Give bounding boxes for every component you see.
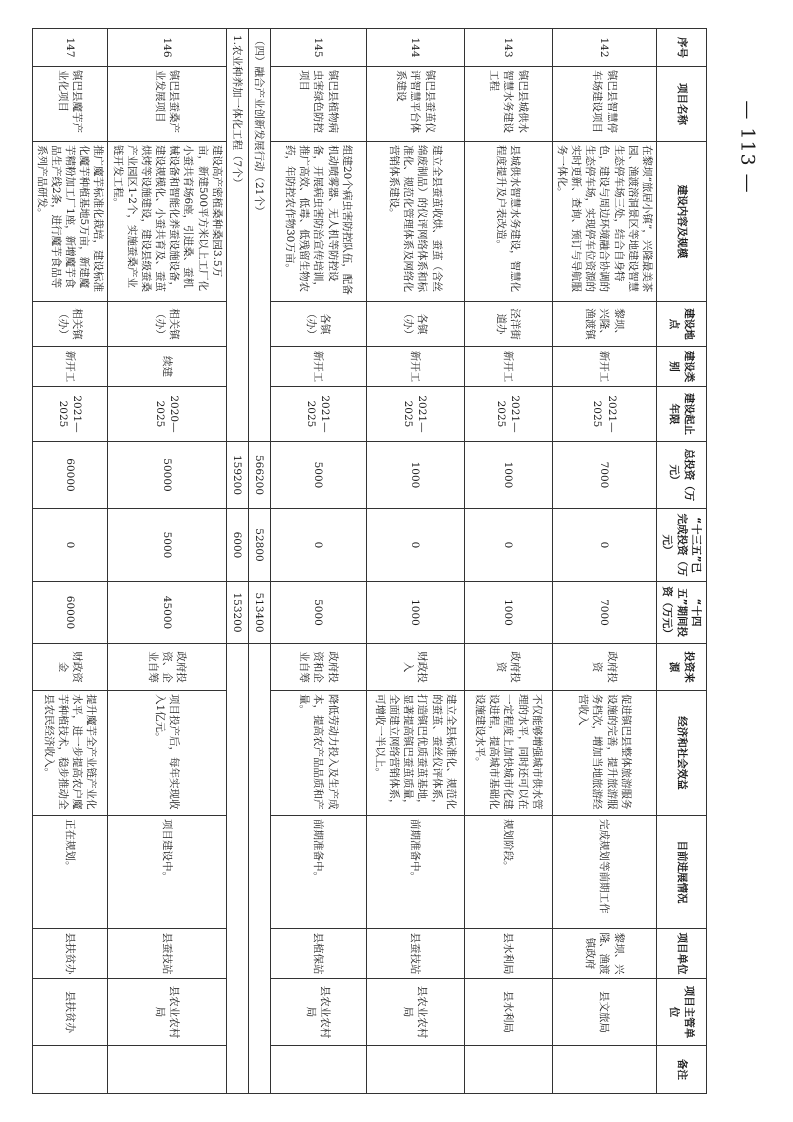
header-benefit: 经济和社会效益 [657,691,707,816]
cell-dept: 县农业农村局 [366,979,464,1046]
section-1-label: 1.农业种养加一体化工程（7个） [226,29,248,442]
cell-location: 相关镇（办） [32,302,108,347]
cell-dept: 县扶贫办 [32,979,108,1046]
section-4-total: 566200 [248,442,270,509]
table-row [270,29,366,1094]
cell-progress: 前期准备中。 [270,816,366,929]
header-done13: “十三五”已完成投资（万元） [657,509,707,582]
cell-plan14: 5000 [270,582,366,644]
project-table [32,28,707,1094]
cell-total: 1000 [464,442,552,509]
cell-remark [270,1046,366,1094]
header-dept: 项目主管单位 [657,979,707,1046]
header-location: 建设地点 [657,302,707,347]
table-row [108,29,226,1094]
section-4-row [248,29,270,1094]
cell-progress: 规划阶段。 [464,816,552,929]
cell-source: 政府投资、企业自筹 [108,644,226,691]
cell-unit: 县水利局 [464,929,552,979]
table-header-row [657,29,707,1094]
table-row [552,29,656,1094]
cell-benefit: 降低劳动力投入及生产成本，提高农产品品质和产量。 [270,691,366,816]
header-source: 投资来源 [657,644,707,691]
cell-benefit: 提升魔芋全产业链产业化水平，进一步提高农户魔芋种植技术，稳步推动全县农民经济收入。 [32,691,108,816]
table-body-a [270,29,656,1094]
cell-plan14: 7000 [552,582,656,644]
cell-dept: 县农业农村局 [108,979,226,1046]
header-unit: 项目单位 [657,929,707,979]
table-row [366,29,464,1094]
header-total: 总投资（万元） [657,442,707,509]
section-1-done13: 6000 [226,509,248,582]
cell-done13: 0 [552,509,656,582]
section-1-total: 159200 [226,442,248,509]
page-number [728,92,768,202]
section-4-done13: 52800 [248,509,270,582]
cell-content: 县城供水智慧水务建设，智慧化程度提升及户表改造。 [464,142,552,302]
cell-type: 新开工 [270,347,366,387]
header-remark: 备注 [657,1046,707,1094]
cell-source: 政府投资 [552,644,656,691]
cell-name: 镇巴县蚕桑产业发展项目 [108,67,226,142]
cell-benefit: 不仅能够增强城市供水管理的水平，同时还可以在一定程度上加快城市化建设进程，提高城市基础化设施建设水平。 [464,691,552,816]
cell-content: 推广魔芋标准化栽培，建设标准化魔芋种植基地5万亩，新建魔芋精粉加工厂1座，新增魔芋食品生产线2条，进行魔芋食品等系列产品研发。 [32,142,108,302]
cell-dept: 县农业农村局 [270,979,366,1046]
cell-dept: 县文旅局 [552,979,656,1046]
cell-source: 政府投资 [464,644,552,691]
cell-progress: 完成规划等前期工作 [552,816,656,929]
section-1-row [226,29,248,1094]
section-4-empty [248,644,270,1094]
cell-period: 2021—2025 [366,387,464,442]
cell-content: 建设高产密植桑种桑园3.5万亩，新建500平方米以上工厂化小蚕共育场6座，引进桑、蚕机械设备和智能化养蚕设施设备，建设规模化、小蚕共育及、蚕茧烘烤等设施建设，建设县级蚕桑产业园区1-2个，实施蚕桑产业链开发工程。 [108,142,226,302]
cell-period: 2021—2025 [552,387,656,442]
table-row [32,29,108,1094]
section-1-plan14: 153200 [226,582,248,644]
cell-remark [32,1046,108,1094]
cell-period: 2021—2025 [464,387,552,442]
cell-source: 政府投资和企业自筹 [270,644,366,691]
cell-source: 财政资金 [32,644,108,691]
cell-source: 财政投入 [366,644,464,691]
cell-location: 黎坝、兴隆、渔渡镇 [552,302,656,347]
cell-name: 镇巴县蚕茧仪评智慧平台体系建设 [366,67,464,142]
header-period: 建设起止年限 [657,387,707,442]
cell-progress: 正在规划。 [32,816,108,929]
page-number-text: — 113 — [737,100,760,194]
cell-location: 各镇（办） [270,302,366,347]
cell-period: 2021—2025 [270,387,366,442]
cell-location: 相关镇（办） [108,302,226,347]
header-content: 建设内容及规模 [657,142,707,302]
cell-plan14: 60000 [32,582,108,644]
cell-name: 镇巴县城供水智慧水务建设工程 [464,67,552,142]
cell-plan14: 1000 [464,582,552,644]
table-row [464,29,552,1094]
cell-remark [108,1046,226,1094]
cell-type: 新开工 [366,347,464,387]
cell-unit: 县植保站 [270,929,366,979]
cell-done13: 0 [32,509,108,582]
cell-done13: 0 [464,509,552,582]
cell-remark [552,1046,656,1094]
cell-done13: 5000 [108,509,226,582]
cell-done13: 0 [270,509,366,582]
cell-unit: 县蚕技站 [108,929,226,979]
cell-type: 新开工 [32,347,108,387]
table-body-b [32,29,226,1094]
cell-type: 新开工 [464,347,552,387]
section-rows [226,29,270,1094]
cell-content: 建立全县蚕茧收烘、蚕茧（含丝绵废制品）的仪评网络体系和标准化、规范化管理体系及网络化营销体系建设。 [366,142,464,302]
section-4-label: （四）融合产业创新发展行动（21个） [248,29,270,442]
cell-seq: 143 [464,29,552,67]
cell-seq: 145 [270,29,366,67]
cell-name: 镇巴县魔芋产业化项目 [32,67,108,142]
cell-name: 镇巴县植物病虫害绿色防控项目 [270,67,366,142]
cell-seq: 144 [366,29,464,67]
cell-name: 镇巴县智慧停车场建设项目 [552,67,656,142]
cell-done13: 0 [366,509,464,582]
cell-progress: 项目建设中。 [108,816,226,929]
cell-remark [464,1046,552,1094]
cell-benefit: 建立全县标准化、规范化的蚕茧、蚕丝仪评体系，打造镇巴优质蚕茧基地，显著提高镇巴蚕茧质量，全面建立网络营销体系，可增收一半以上。 [366,691,464,816]
cell-benefit: 促进镇巴县整体旅游服务设施的完善，提升旅游服务档次，增加当地旅游经营收入 [552,691,656,816]
project-table-wrapper [35,28,707,1093]
header-progress: 目前进展情况 [657,816,707,929]
cell-period: 2020—2025 [108,387,226,442]
cell-plan14: 45000 [108,582,226,644]
cell-dept: 县水利局 [464,979,552,1046]
cell-seq: 147 [32,29,108,67]
header-plan14: “十四五”期间投资（万元） [657,582,707,644]
cell-type: 新开工 [552,347,656,387]
header-type: 建设类别 [657,347,707,387]
cell-plan14: 1000 [366,582,464,644]
cell-unit: 县蚕技站 [366,929,464,979]
cell-seq: 146 [108,29,226,67]
cell-total: 60000 [32,442,108,509]
cell-location: 泾洋街道办 [464,302,552,347]
section-4-plan14: 513400 [248,582,270,644]
cell-content: 组建20个病虫害防控队伍，配备机动喷雾器、无人机等防控设备，开展病虫害防治宣传培训，推广高效、低毒、低残留生物农药，年防控农作物30万亩。 [270,142,366,302]
section-1-empty [226,644,248,1094]
rotated-table-container [35,28,707,1093]
cell-progress: 前期准备中。 [366,816,464,929]
header-name: 项目名称 [657,67,707,142]
cell-type: 续建 [108,347,226,387]
cell-total: 7000 [552,442,656,509]
cell-location: 各镇（办） [366,302,464,347]
cell-unit: 黎坝、兴隆、渔渡镇政府 [552,929,656,979]
cell-remark [366,1046,464,1094]
cell-total: 5000 [270,442,366,509]
cell-total: 50000 [108,442,226,509]
cell-content: 在黎坝“旅居小镇”，兴隆最美茶园、渔渡溶洞景区等地建设智慧生态停车场三处，结合自身特色，建设与周边环境融合协调的生态停车场，实现停车位资源的实时更新、查询、预订与导航服务一体化。 [552,142,656,302]
cell-unit: 县扶贫办 [32,929,108,979]
header-seq: 序号 [657,29,707,67]
cell-benefit: 项目投产后，每年实现收入1亿元。 [108,691,226,816]
cell-total: 1000 [366,442,464,509]
cell-period: 2021—2025 [32,387,108,442]
cell-seq: 142 [552,29,656,67]
